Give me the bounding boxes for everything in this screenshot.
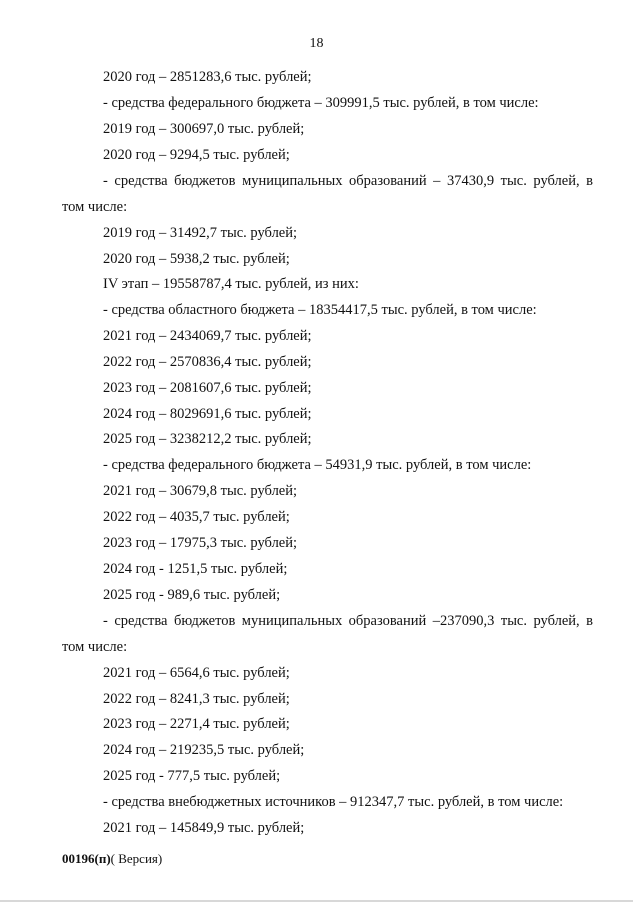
text-line: - средства бюджетов муниципальных образований – 37430,9 тыс. рублей, в	[103, 173, 593, 189]
text-line: 2020 год – 9294,5 тыс. рублей;	[103, 147, 290, 163]
text-line: 2021 год – 6564,6 тыс. рублей;	[103, 665, 290, 681]
document-code: 00196(п)	[62, 851, 111, 866]
document-footer	[62, 851, 162, 867]
text-line: 2019 год – 31492,7 тыс. рублей;	[103, 225, 298, 241]
text-line: IV этап – 19558787,4 тыс. рублей, из них:	[103, 276, 359, 292]
text-line: - средства федерального бюджета – 309991,5 тыс. рублей, в том числе:	[103, 95, 539, 111]
text-line: - средства федерального бюджета – 54931,9 тыс. рублей, в том числе:	[103, 457, 532, 473]
text-line: 2023 год – 2271,4 тыс. рублей;	[103, 716, 290, 732]
page-bottom-edge	[0, 900, 633, 902]
text-line: 2025 год - 777,5 тыс. рублей;	[103, 768, 281, 784]
text-line: - средства внебюджетных источников – 912347,7 тыс. рублей, в том числе:	[103, 794, 564, 810]
text-line: 2024 год – 219235,5 тыс. рублей;	[103, 742, 305, 758]
text-line: 2024 год - 1251,5 тыс. рублей;	[103, 561, 288, 577]
text-line: 2024 год – 8029691,6 тыс. рублей;	[103, 406, 312, 422]
text-line: 2022 год – 8241,3 тыс. рублей;	[103, 691, 290, 707]
text-line: 2021 год – 145849,9 тыс. рублей;	[103, 820, 305, 836]
text-line: 2023 год – 17975,3 тыс. рублей;	[103, 535, 298, 551]
text-line: - средства областного бюджета – 18354417,5 тыс. рублей, в том числе:	[103, 302, 537, 318]
document-version: ( Версия)	[110, 851, 163, 866]
page-number: 18	[309, 36, 324, 51]
text-line: 2022 год – 4035,7 тыс. рублей;	[103, 509, 290, 525]
text-line: - средства бюджетов муниципальных образований –237090,3 тыс. рублей, в	[103, 613, 593, 629]
text-line: 2025 год - 989,6 тыс. рублей;	[103, 587, 281, 603]
text-line: 2019 год – 300697,0 тыс. рублей;	[103, 121, 305, 137]
text-line: 2025 год – 3238212,2 тыс. рублей;	[103, 431, 312, 447]
text-line: 2023 год – 2081607,6 тыс. рублей;	[103, 380, 312, 396]
text-line: 2021 год – 30679,8 тыс. рублей;	[103, 483, 298, 499]
text-line: 2021 год – 2434069,7 тыс. рублей;	[103, 328, 312, 344]
text-line: 2022 год – 2570836,4 тыс. рублей;	[103, 354, 312, 370]
text-line: 2020 год – 5938,2 тыс. рублей;	[103, 251, 290, 267]
text-line: том числе:	[62, 199, 128, 215]
text-line: том числе:	[62, 639, 128, 655]
text-line: 2020 год – 2851283,6 тыс. рублей;	[103, 69, 312, 85]
